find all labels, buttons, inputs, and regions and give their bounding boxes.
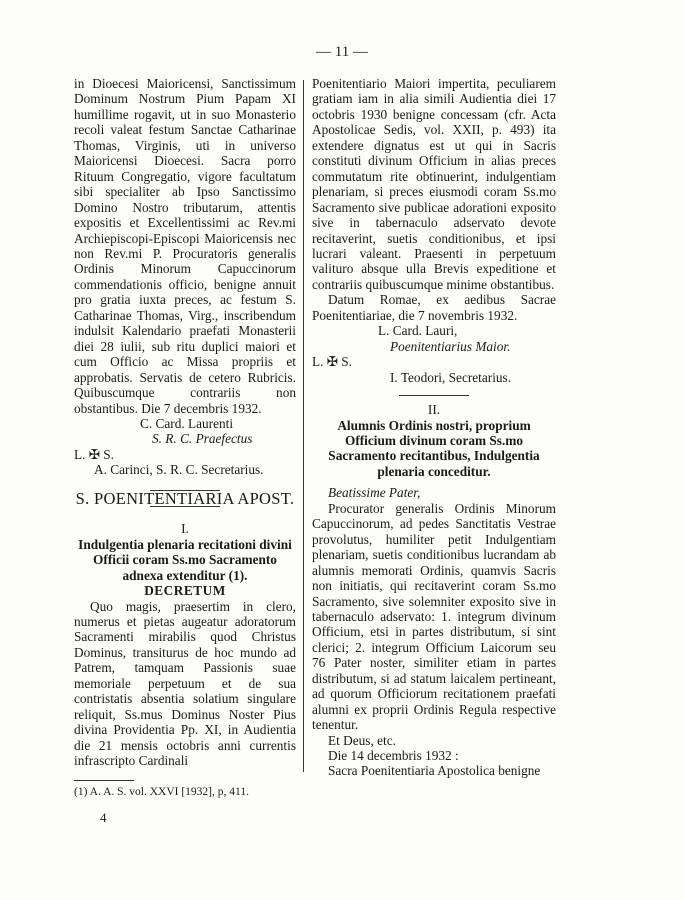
right-paragraph-1: Poenitentiario Maiori impertita, peculiarem gratiam iam in alia simili Audientia diei 17 octobris 1930 benigne concessam (cfr. Acta Apostolicae Sedis, vol. XXII, p. 493) ita extendere dignatus est ut qui in Sacris constituti divinum Officium in alias preces commutatum rite obtinuerint, indulgentiam plenariam, si preces eiusmodi coram Ss.mo Sacramento sive publicae adorationi exposito sive in tabernaculo adservato devote recitaverint, suetis conditionibus, et ipsi lucrari valeant. Praesenti in perpetuum valituro absque ulla Brevis expeditione et contrariis quibuscumque minime obstantibus. — [312, 76, 556, 292]
roman-numeral-i: I. — [181, 521, 189, 537]
printer-signature-mark: 4 — [100, 810, 107, 825]
right-paragraph-3: Procurator generalis Ordinis Minorum Capuccinorum, ad pedes Sanctitatis Vestrae provolutus, humiliter petit Indulgentiam plenariam, suetis conditionibus lucrandam ab alumnis memorati Ordinis, quamvis Sacris non initiatis, qui recitaverint coram Ss.mo Sacramento, sive solemniter exposito sive in tabernaculo adservato: 1. integrum divinum Officium, etsi in partes distributum, si sint clerici; 2. integrum Officium Laicorum seu 76 Pater noster, similiter etiam in partes distributum, si ad statum laicalem pertineant, ad quorum Officiorum recitationem praefati alumni ex proprii Ordinis Regula respective tenentur. — [312, 500, 556, 733]
decretum-heading: DECRETUM — [144, 583, 226, 599]
right-secretary-line: I. Teodori, Secretarius. — [390, 369, 512, 385]
left-seal-mark: L. ✠ S. — [74, 446, 114, 462]
page-number: — 11 — — [316, 44, 368, 60]
section-title: S. POENITENTIARIA APOST. — [75, 488, 295, 508]
right-column — [312, 76, 556, 779]
right-seal-mark: L. ✠ S. — [312, 354, 352, 370]
heading-i: Indulgentia plenaria recitationi divini Officii coram Ss.mo Sacramento adnexa extenditur (1). — [78, 536, 292, 583]
roman-numeral-ii: II. — [427, 402, 441, 418]
left-column — [74, 76, 296, 768]
left-signature-title: S. R. C. Praefectus — [152, 431, 253, 447]
heading-ii: Alumnis Ordinis nostri, proprium Officium divinum coram Ss.mo Sacramento recitantibus, Indulgentia plenaria conceditur. — [328, 417, 540, 479]
left-secretary-line: A. Carinci, S. R. C. Secretarius. — [94, 462, 264, 478]
column-rule — [303, 80, 304, 772]
footnote-rule — [74, 780, 134, 781]
right-divider — [399, 395, 469, 396]
left-paragraph-2: Quo magis, praesertim in clero, numerus et pietas augeatur adoratorum Sacramenti mirabilis quod Christus Dominus, transiturus de hoc mundo ad Patrem, tamquam Passionis suae memoriale perpetuum et de sua contristatis absentia solatium singulare reliquit, Ss.mus Dominus Noster Pius divina Providentia Pp. XI, in Audientia die 21 mensis octobris anni currentis infrascripto Cardinali — [74, 598, 296, 769]
right-signature-title: Poenitentiarius Maior. — [390, 338, 511, 354]
footnote-text: (1) A. A. S. vol. XXVI [1932], p, 411. — [74, 786, 249, 798]
left-paragraph-1: in Dioecesi Maioricensi, Sanctissimum Dominum Nostrum Pium Papam XI humillime rogavit, ut in suo Monasterio recoli valeat festum Sanctae Catharinae Thomas, Virginis, uti in universo Maioricensi Dioecesi. Sacra porro Rituum Congregatio, vigore facultatum sibi specialiter ab Ipso Sanctissimo Domino Nostro tributarum, attentis expositis et Excellentissimi ac Rev.mi Archiepiscopi-Episcopi Maioricensis nec non Rev.mi P. Procuratoris generalis Ordinis Minorum Capuccinorum commendationis officio, benigne annuit pro gratia iuxta preces, ac festum S. Catharinae Thomas, Virg., inscribendum indulsit Kalendario praefati Monasterii diei 28 iulii, sub ritu duplici maiori et cum Officio ac Missa propriis et approbatis. Servatis de cetero Rubricis. Quibuscumque contrariis non obstantibus. Die 7 decembris 1932. — [74, 76, 296, 416]
left-signature-name: C. Card. Laurenti — [140, 415, 234, 431]
right-paragraph-5: Die 14 decembris 1932 : — [328, 748, 459, 764]
right-paragraph-4: Et Deus, etc. — [328, 732, 396, 748]
right-paragraph-2: Datum Romae, ex aedibus Sacrae Poenitentiariae, die 7 novembris 1932. — [312, 292, 556, 323]
footnote — [74, 780, 296, 798]
salutation: Beatissime Pater, — [328, 485, 421, 501]
right-signature-name: L. Card. Lauri, — [378, 323, 458, 339]
right-paragraph-6: Sacra Poenitentiaria Apostolica benigne — [328, 763, 541, 779]
